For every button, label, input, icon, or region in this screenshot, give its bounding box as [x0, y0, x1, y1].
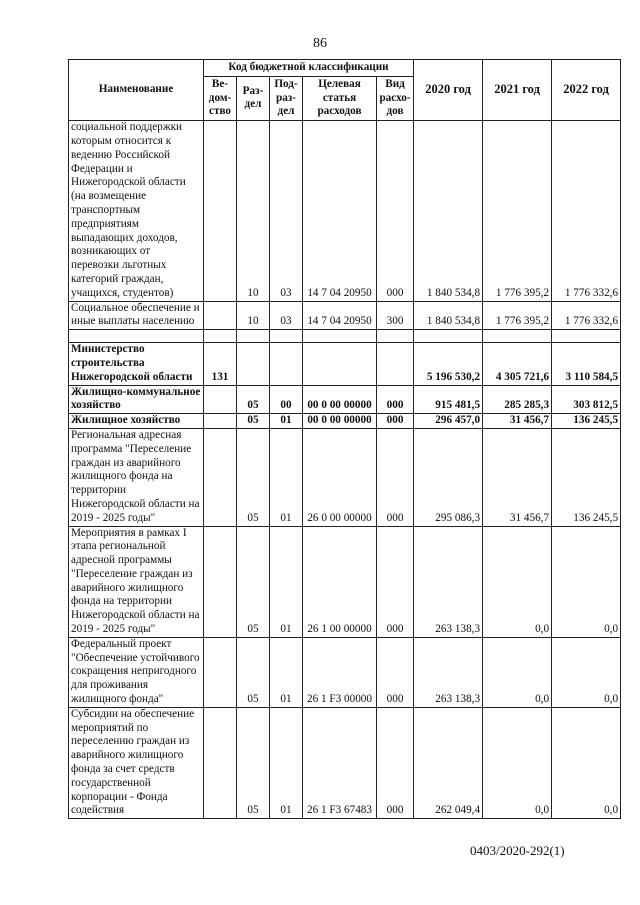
cell-subsection: 01 [270, 414, 303, 429]
cell-type [377, 343, 414, 385]
cell-y2020: 1 840 534,8 [414, 121, 483, 301]
col-header-2020: 2020 год [414, 60, 483, 121]
table-row [69, 121, 621, 301]
cell-name: Субсидии на обеспечение мероприятий по переселению граждан из аварийного жилищного фонда за счет средств государственной корпорации - Фонда содействия [69, 707, 204, 818]
cell-type: 000 [377, 707, 414, 818]
cell-name: Министерство строительства Нижегородской области [69, 343, 204, 385]
cell-y2022: 1 776 332,6 [552, 121, 621, 301]
cell-type: 000 [377, 428, 414, 526]
cell-dept [204, 637, 237, 707]
col-header-subsection: Под-раз-дел [270, 76, 303, 120]
cell-y2020: 262 049,4 [414, 707, 483, 818]
cell-name: Федеральный проект "Обеспечение устойчивого сокращения непригодного для проживания жилищного фонда" [69, 637, 204, 707]
cell-y2022: 303 812,5 [552, 385, 621, 414]
cell-y2020: 915 481,5 [414, 385, 483, 414]
cell-y2021: 0,0 [483, 707, 552, 818]
cell-y2020: 263 138,3 [414, 526, 483, 637]
col-header-dept: Ве-дом-ство [204, 76, 237, 120]
cell-name: Социальное обеспечение и иные выплаты населению [69, 301, 204, 330]
cell-dept [204, 385, 237, 414]
spacer-cell [414, 330, 483, 343]
col-header-code-group: Код бюджетной классификации [204, 60, 414, 77]
cell-subsection [270, 343, 303, 385]
spacer-cell [552, 330, 621, 343]
cell-y2021: 31 456,7 [483, 428, 552, 526]
cell-subsection: 03 [270, 301, 303, 330]
table-row [69, 707, 621, 818]
cell-y2022: 0,0 [552, 637, 621, 707]
cell-target [303, 343, 377, 385]
cell-target: 26 1 F3 67483 [303, 707, 377, 818]
spacer-cell [69, 330, 204, 343]
spacer-cell [204, 330, 237, 343]
cell-type: 000 [377, 637, 414, 707]
cell-y2021: 0,0 [483, 637, 552, 707]
cell-subsection: 01 [270, 526, 303, 637]
document-code: 0403/2020-292(1) [470, 843, 565, 858]
cell-section: 05 [237, 637, 270, 707]
cell-dept [204, 707, 237, 818]
cell-y2020: 5 196 530,2 [414, 343, 483, 385]
cell-target: 26 1 00 00000 [303, 526, 377, 637]
table-row [69, 343, 621, 385]
cell-section: 05 [237, 707, 270, 818]
page-number: 86 [313, 36, 327, 51]
cell-dept: 131 [204, 343, 237, 385]
cell-section: 05 [237, 526, 270, 637]
cell-section: 05 [237, 428, 270, 526]
cell-subsection: 01 [270, 637, 303, 707]
cell-section: 10 [237, 121, 270, 301]
cell-dept [204, 428, 237, 526]
table-row [69, 414, 621, 429]
table-row [69, 428, 621, 526]
cell-type: 000 [377, 414, 414, 429]
col-header-type: Вид расхо-дов [377, 76, 414, 120]
cell-y2022: 0,0 [552, 526, 621, 637]
cell-y2022: 136 245,5 [552, 428, 621, 526]
cell-y2021: 1 776 395,2 [483, 301, 552, 330]
cell-y2021: 31 456,7 [483, 414, 552, 429]
cell-dept [204, 414, 237, 429]
cell-section: 10 [237, 301, 270, 330]
cell-section [237, 343, 270, 385]
cell-y2020: 296 457,0 [414, 414, 483, 429]
cell-dept [204, 301, 237, 330]
cell-target: 26 1 F3 00000 [303, 637, 377, 707]
table-row [69, 385, 621, 414]
cell-y2020: 1 840 534,8 [414, 301, 483, 330]
spacer-cell [237, 330, 270, 343]
cell-y2021: 1 776 395,2 [483, 121, 552, 301]
cell-y2022: 136 245,5 [552, 414, 621, 429]
cell-name: Мероприятия в рамках I этапа региональной адресной программы "Переселение граждан из аварийного жилищного фонда на территории Нижегородской области на 2019 - 2025 годы" [69, 526, 204, 637]
cell-target: 00 0 00 00000 [303, 385, 377, 414]
col-header-name: Наименование [69, 60, 204, 121]
cell-type: 000 [377, 526, 414, 637]
table-row [69, 330, 621, 343]
cell-type: 000 [377, 385, 414, 414]
cell-type: 000 [377, 121, 414, 301]
cell-target: 00 0 00 00000 [303, 414, 377, 429]
col-header-2021: 2021 год [483, 60, 552, 121]
cell-name: Жилищно-коммунальное хозяйство [69, 385, 204, 414]
spacer-cell [270, 330, 303, 343]
cell-y2022: 0,0 [552, 707, 621, 818]
cell-section: 05 [237, 414, 270, 429]
cell-dept [204, 121, 237, 301]
cell-subsection: 03 [270, 121, 303, 301]
cell-y2021: 0,0 [483, 526, 552, 637]
table-row [69, 301, 621, 330]
cell-name: Региональная адресная программа "Переселение граждан из аварийного жилищного фонда на территории Нижегородской области на 2019 - 2025 годы" [69, 428, 204, 526]
col-header-section: Раз-дел [237, 76, 270, 120]
col-header-target: Целевая статья расходов [303, 76, 377, 120]
table-row [69, 526, 621, 637]
cell-section: 05 [237, 385, 270, 414]
cell-target: 14 7 04 20950 [303, 121, 377, 301]
table-row [69, 637, 621, 707]
spacer-cell [377, 330, 414, 343]
cell-y2020: 295 086,3 [414, 428, 483, 526]
spacer-cell [303, 330, 377, 343]
cell-name: Жилищное хозяйство [69, 414, 204, 429]
table-body [69, 121, 621, 819]
cell-y2020: 263 138,3 [414, 637, 483, 707]
spacer-cell [483, 330, 552, 343]
cell-y2021: 4 305 721,6 [483, 343, 552, 385]
budget-table [68, 59, 621, 819]
cell-y2022: 3 110 584,5 [552, 343, 621, 385]
cell-type: 300 [377, 301, 414, 330]
cell-target: 26 0 00 00000 [303, 428, 377, 526]
cell-target: 14 7 04 20950 [303, 301, 377, 330]
cell-y2021: 285 285,3 [483, 385, 552, 414]
col-header-2022: 2022 год [552, 60, 621, 121]
cell-subsection: 00 [270, 385, 303, 414]
cell-subsection: 01 [270, 428, 303, 526]
cell-y2022: 1 776 332,6 [552, 301, 621, 330]
cell-subsection: 01 [270, 707, 303, 818]
cell-dept [204, 526, 237, 637]
cell-name: социальной поддержки которым относится к ведению Российской Федерации и Нижегородской области (на возмещение транспортным предприятиям выпадающих доходов, возникающих от перевозки льготных категорий граждан, учащихся, студентов) [69, 121, 204, 301]
